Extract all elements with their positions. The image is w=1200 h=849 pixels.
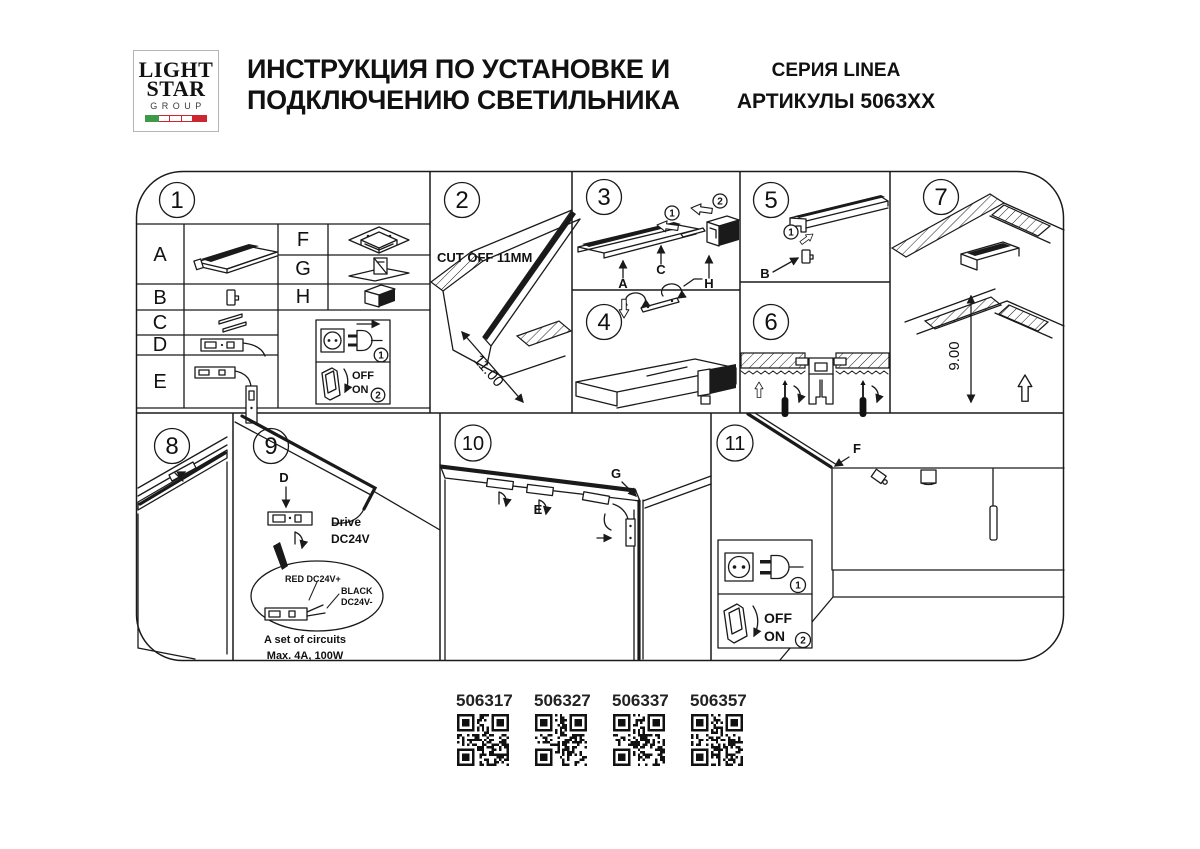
part-f-frame-icon — [349, 227, 409, 253]
logo-star: STAR — [146, 76, 206, 101]
insert-arrow-2 — [690, 203, 713, 217]
wall-track-drawing — [138, 437, 227, 659]
step-5-number: 5 — [764, 187, 778, 214]
profile-a-drawing — [578, 222, 699, 258]
panel-2-cutoff — [431, 183, 580, 403]
rotate-arrow — [872, 386, 878, 402]
power-legend-box-2 — [718, 540, 812, 648]
title-line-2: ПОДКЛЮЧЕНИЮ СВЕТИЛЬНИКА — [247, 85, 680, 115]
callout-c: C — [656, 262, 666, 277]
lightstar-logo — [133, 50, 219, 132]
part-h-corner-icon — [365, 285, 395, 307]
qr-code — [535, 714, 587, 766]
legend-on: ON — [352, 384, 369, 396]
insert-arrow — [799, 231, 816, 246]
screwdriver-icon — [782, 380, 789, 417]
part-f-label: F — [296, 229, 310, 251]
panel-8-insert — [138, 429, 227, 660]
joined-profiles-drawing — [576, 359, 736, 408]
italian-flag-icon — [145, 115, 207, 122]
wire-red-label: RED DC24V+ — [285, 574, 341, 584]
part-g-bracket-icon — [349, 258, 409, 281]
panel-5-endcap — [754, 183, 889, 282]
cut-channel-drawing — [431, 210, 580, 377]
step-2-number: 2 — [455, 187, 469, 214]
rotate-arrow — [794, 386, 800, 402]
push-up-arrow — [1018, 375, 1032, 401]
step-1-number: 1 — [170, 187, 184, 214]
step-3-substep-2: 2 — [717, 196, 723, 208]
callout-e: E — [533, 502, 543, 517]
qr-article-number: 506317 — [456, 691, 513, 710]
wall-top-drawing — [440, 465, 711, 660]
callout-b-arrow — [773, 258, 798, 272]
step-10-number: 10 — [461, 433, 485, 455]
tool-icon — [273, 542, 288, 570]
callout-h: H — [704, 276, 714, 291]
qr-article-number: 506337 — [612, 691, 669, 710]
step-9-number: 9 — [264, 433, 278, 460]
qr-article-number: 506327 — [534, 691, 591, 710]
step-8-number: 8 — [165, 433, 179, 460]
cutoff-note: CUT OFF 11MM — [437, 250, 533, 265]
panel-9-wiring — [235, 416, 440, 662]
legend-step-2: 2 — [375, 390, 381, 402]
power-legend-box — [316, 320, 390, 404]
part-c-pins-icon — [219, 314, 246, 332]
qr-code — [457, 714, 509, 766]
qr-article-number: 506357 — [690, 691, 747, 710]
qr-code — [613, 714, 665, 766]
callout-f: F — [853, 441, 861, 456]
rotate-arrow — [499, 492, 506, 506]
panel-7-recessed — [892, 180, 1064, 403]
part-c-label: C — [152, 312, 168, 334]
part-d-label: D — [152, 334, 168, 356]
step-7-number: 7 — [934, 184, 948, 211]
part-e-driver-corner-icon — [195, 367, 257, 423]
panel-11-result — [717, 413, 1064, 660]
drive-label-1: Drive — [331, 515, 362, 529]
recessed-profile-drawing — [790, 195, 888, 232]
screwdriver-icon — [860, 380, 867, 417]
part-d-driver-icon — [201, 339, 265, 356]
leader-line — [684, 279, 702, 286]
panel-4-join — [576, 279, 736, 408]
rotate-arrow — [597, 514, 611, 538]
legend2-on: ON — [764, 628, 785, 644]
wiring-callout-ellipse — [251, 561, 383, 631]
step-3-substep-1: 1 — [669, 208, 675, 220]
panel-10-drivers — [440, 425, 711, 660]
socket-icon — [725, 553, 753, 581]
logo-light: LIGHT — [138, 57, 214, 82]
step-5-substep-1: 1 — [788, 227, 794, 239]
legend2-step-2: 2 — [800, 635, 806, 647]
push-up-arrow — [755, 382, 763, 398]
step-3-number: 3 — [597, 184, 611, 211]
panel-1-parts — [137, 183, 431, 424]
qr-item — [456, 691, 513, 771]
legend2-step-1: 1 — [795, 580, 801, 592]
qr-item — [612, 691, 669, 771]
part-e-label: E — [153, 371, 167, 393]
pin-drawing — [641, 298, 679, 312]
drive-label-2: DC24V — [331, 532, 370, 546]
callout-a: A — [618, 276, 628, 291]
panel-6-fixing — [741, 305, 889, 418]
title-line-1: ИНСТРУКЦИЯ ПО УСТАНОВКЕ И — [247, 54, 670, 84]
legend-step-1: 1 — [378, 350, 384, 362]
callout-f-arrow — [835, 457, 849, 466]
logo-group: GROUP — [150, 101, 206, 111]
callout-d: D — [279, 470, 289, 485]
series-name: СЕРИЯ LINEA — [771, 60, 901, 81]
endcap-b-drawing — [802, 250, 813, 263]
step-6-number: 6 — [764, 309, 778, 336]
qr-item — [690, 691, 747, 771]
articles: АРТИКУЛЫ 5063XX — [736, 90, 936, 113]
part-a-label: A — [153, 244, 167, 266]
dimension-11: 11.00 — [470, 351, 507, 391]
driver-drawing — [268, 512, 312, 525]
part-a-luminaire-icon — [194, 244, 277, 273]
socket-icon — [321, 329, 344, 352]
circuits-note-2: Max. 4A, 100W — [266, 650, 344, 662]
panel-3-assembly — [578, 180, 739, 292]
part-h-label: H — [295, 286, 311, 308]
step-11-number: 11 — [724, 433, 746, 455]
step-4-number: 4 — [597, 309, 611, 336]
rotate-arrow-left — [626, 293, 646, 307]
qr-code-row — [0, 691, 1200, 771]
instruction-diagram — [135, 170, 1065, 662]
callout-b: B — [760, 266, 770, 281]
wire-black-label-1: BLACK — [341, 586, 373, 596]
legend2-off: OFF — [764, 610, 792, 626]
part-b-label: B — [153, 287, 167, 309]
part-g-label: G — [295, 258, 311, 280]
wire-black-label-2: DC24V- — [341, 597, 373, 607]
rotate-arrow-right — [662, 284, 682, 298]
ceiling-corner-drawing — [892, 194, 1064, 338]
qr-item — [534, 691, 591, 771]
series-block — [705, 60, 967, 114]
track-profile-section — [796, 358, 846, 404]
corner-h-drawing — [707, 216, 739, 246]
page-title — [247, 54, 680, 116]
rotate-arrow — [295, 532, 303, 548]
part-b-endcap-icon — [227, 290, 239, 305]
circuits-note-1: A set of circuits — [263, 634, 347, 646]
callout-g: G — [610, 466, 622, 481]
dimension-9: 9.00 — [946, 341, 963, 371]
legend-off: OFF — [352, 370, 374, 382]
qr-code — [691, 714, 743, 766]
